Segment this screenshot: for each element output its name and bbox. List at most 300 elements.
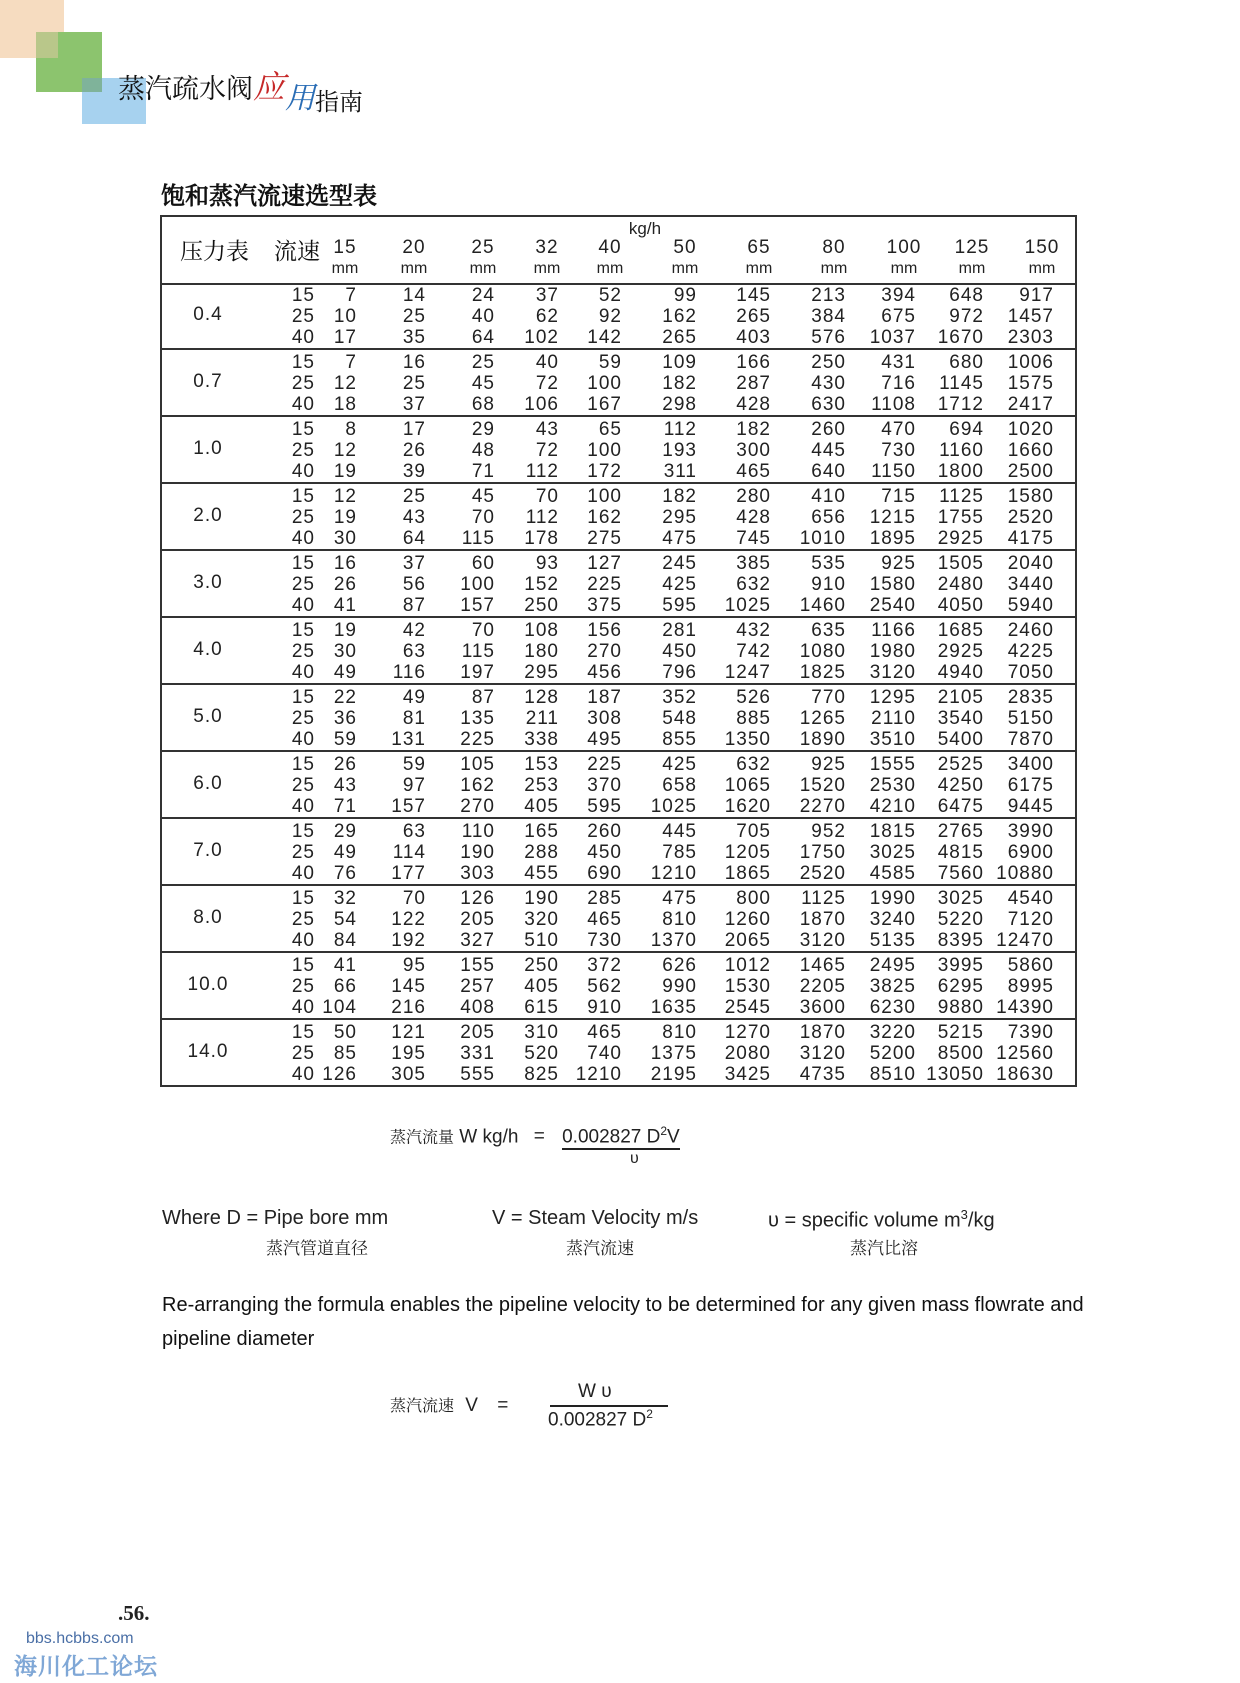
flow-cell: 12 (333, 440, 357, 461)
flow-cell: 260 (587, 821, 622, 842)
flow-cell: 6900 (1007, 842, 1054, 863)
flow-cell: 475 (662, 528, 697, 549)
flow-cell: 102 (524, 327, 559, 348)
flow-cell: 5215 (937, 1022, 984, 1043)
pressure-group (162, 685, 1075, 752)
header-title-accent-2: 用 (285, 81, 316, 116)
flow-cell: 2540 (869, 595, 916, 616)
flow-cell: 24 (471, 285, 495, 306)
where-u-tail: /kg (967, 1209, 995, 1232)
flow-cell: 36 (333, 708, 357, 729)
table-row (162, 909, 1075, 930)
flow-cell: 100 (587, 373, 622, 394)
flow-cell: 495 (587, 729, 622, 750)
flow-cell: 128 (524, 687, 559, 708)
flow-cell: 3440 (1007, 574, 1054, 595)
table-row (162, 373, 1075, 394)
size-value: 150 (1024, 237, 1060, 258)
table-row (162, 285, 1075, 306)
flow-cell: 1145 (939, 373, 984, 394)
flow-cell: 2835 (1007, 687, 1054, 708)
flow-cell: 205 (460, 909, 495, 930)
flow-cell: 166 (736, 352, 771, 373)
flow-cell: 167 (587, 394, 622, 415)
flow-cell: 910 (587, 997, 622, 1018)
flow-cell: 37 (535, 285, 559, 306)
flow-cell: 425 (662, 574, 697, 595)
flow-cell: 216 (391, 997, 426, 1018)
flow-cell: 303 (460, 863, 495, 884)
flow-cell: 656 (811, 507, 846, 528)
flow-cell: 1295 (869, 687, 916, 708)
pressure-group (162, 283, 1075, 350)
flow-cell: 1205 (724, 842, 771, 863)
flow-cell: 265 (736, 306, 771, 327)
flow-cell: 2105 (937, 687, 984, 708)
flow-cell: 122 (391, 909, 426, 930)
flow-cell: 372 (587, 955, 622, 976)
flow-cell: 455 (524, 863, 559, 884)
velocity-cell: 25 (291, 842, 315, 863)
pressure-group (162, 417, 1075, 484)
flow-cell: 810 (662, 909, 697, 930)
flow-cell: 2205 (799, 976, 846, 997)
flow-cell: 730 (587, 930, 622, 951)
flow-cell: 12 (333, 373, 357, 394)
flow-cell: 45 (471, 486, 495, 507)
flow-cell: 35 (402, 327, 426, 348)
flow-cell: 1755 (937, 507, 984, 528)
flow-cell: 548 (662, 708, 697, 729)
pressure-value: 5.0 (193, 706, 223, 727)
flow-cell: 59 (598, 352, 622, 373)
flow-cell: 626 (662, 955, 697, 976)
table-row (162, 1064, 1075, 1085)
size-column-header (874, 237, 934, 279)
flow-cell: 26 (333, 754, 357, 775)
flow-formula-numerator-sup: 2 (660, 1124, 668, 1138)
velocity-cell: 15 (291, 486, 315, 507)
flow-cell: 112 (663, 419, 697, 440)
corner-decoration-overlap-2 (82, 78, 102, 92)
flow-cell: 331 (460, 1043, 495, 1064)
flow-cell: 30 (333, 641, 357, 662)
flow-cell: 153 (524, 754, 559, 775)
size-value: 80 (822, 237, 846, 258)
velocity-cell: 15 (291, 285, 315, 306)
flow-cell: 428 (736, 394, 771, 415)
flow-cell: 14390 (996, 997, 1054, 1018)
table-title: 饱和蒸汽流速选型表 (161, 181, 377, 210)
flow-cell: 990 (662, 976, 697, 997)
pressure-group (162, 752, 1075, 819)
flow-cell: 1520 (799, 775, 846, 796)
flow-cell: 3825 (869, 976, 916, 997)
flow-cell: 300 (736, 440, 771, 461)
flow-cell: 375 (587, 595, 622, 616)
flow-cell: 155 (460, 955, 495, 976)
flow-cell: 193 (662, 440, 697, 461)
flow-cell: 2303 (1007, 327, 1054, 348)
flow-cell: 182 (736, 419, 771, 440)
flow-cell: 1990 (869, 888, 916, 909)
flow-formula-label-cjk: 蒸汽流量 (390, 1127, 455, 1147)
flow-cell: 1460 (799, 595, 846, 616)
flow-cell: 49 (402, 687, 426, 708)
flow-cell: 257 (460, 976, 495, 997)
pressure-value: 3.0 (193, 572, 223, 593)
flow-cell: 2925 (937, 641, 984, 662)
flow-cell: 2545 (724, 997, 771, 1018)
velocity-cell: 25 (291, 440, 315, 461)
size-column-header (655, 237, 715, 279)
flow-cell: 465 (736, 461, 771, 482)
pressure-group (162, 1020, 1075, 1087)
flow-cell: 135 (460, 708, 495, 729)
flow-cell: 305 (391, 1064, 426, 1085)
flow-cell: 127 (587, 553, 622, 574)
flow-cell: 6475 (937, 796, 984, 817)
size-column-header (580, 237, 640, 279)
flow-cell: 152 (524, 574, 559, 595)
flow-cell: 4210 (869, 796, 916, 817)
flow-cell: 785 (662, 842, 697, 863)
pressure-value: 8.0 (193, 907, 223, 928)
flow-cell: 1457 (1007, 306, 1054, 327)
flow-cell: 62 (535, 306, 559, 327)
pressure-group (162, 618, 1075, 685)
flow-cell: 145 (391, 976, 426, 997)
flow-cell: 157 (391, 796, 426, 817)
flow-cell: 12560 (996, 1043, 1054, 1064)
size-column-header (453, 237, 513, 279)
flow-cell: 855 (662, 729, 697, 750)
flow-cell: 7390 (1007, 1022, 1054, 1043)
flow-cell: 630 (811, 394, 846, 415)
flow-cell: 1870 (799, 1022, 846, 1043)
velocity-cell: 40 (291, 997, 315, 1018)
flow-cell: 1125 (801, 888, 846, 909)
flow-cell: 640 (811, 461, 846, 482)
flow-cell: 100 (460, 574, 495, 595)
table-row (162, 821, 1075, 842)
flow-cell: 576 (811, 327, 846, 348)
flow-cell: 17 (333, 327, 357, 348)
flow-cell: 1580 (1007, 486, 1054, 507)
flow-cell: 71 (333, 796, 357, 817)
flow-cell: 64 (402, 528, 426, 549)
flow-cell: 1580 (869, 574, 916, 595)
flow-cell: 2040 (1007, 553, 1054, 574)
header-title-tail: 指南 (315, 88, 364, 116)
velocity-cell: 40 (291, 595, 315, 616)
flow-cell: 18 (333, 394, 357, 415)
flow-cell: 1375 (650, 1043, 697, 1064)
flow-cell: 156 (587, 620, 622, 641)
flow-cell: 925 (881, 553, 916, 574)
pressure-group (162, 350, 1075, 417)
size-column-header (729, 237, 789, 279)
flow-cell: 425 (662, 754, 697, 775)
flow-cell: 225 (460, 729, 495, 750)
flow-cell: 25 (402, 486, 426, 507)
flow-cell: 405 (524, 976, 559, 997)
flow-cell: 4540 (1007, 888, 1054, 909)
flow-cell: 1160 (939, 440, 984, 461)
pressure-group (162, 819, 1075, 886)
flow-cell: 4585 (869, 863, 916, 884)
flow-cell: 632 (736, 754, 771, 775)
velocity-cell: 15 (291, 687, 315, 708)
pressure-group (162, 551, 1075, 618)
table-row (162, 486, 1075, 507)
velocity-formula-denominator (548, 1407, 653, 1431)
flow-cell: 430 (811, 373, 846, 394)
flow-cell: 18630 (996, 1064, 1054, 1085)
flow-cell: 260 (811, 419, 846, 440)
flow-cell: 1505 (937, 553, 984, 574)
flow-cell: 40 (535, 352, 559, 373)
unit-label: kg/h (628, 219, 662, 238)
where-u-sup: 3 (960, 1207, 968, 1222)
size-column-header (1012, 237, 1072, 279)
size-value: 100 (886, 237, 922, 258)
flow-cell: 87 (471, 687, 495, 708)
table-header (162, 217, 1075, 285)
flow-cell: 10 (333, 306, 357, 327)
flow-cell: 1350 (724, 729, 771, 750)
size-column-header (804, 237, 864, 279)
flow-cell: 2530 (869, 775, 916, 796)
flow-cell: 281 (662, 620, 697, 641)
flow-cell: 470 (881, 419, 916, 440)
flow-cell: 16 (333, 553, 357, 574)
flow-cell: 298 (662, 394, 697, 415)
table-row (162, 553, 1075, 574)
rearrange-paragraph: Re-arranging the formula enables the pipeline velocity to be determined for any given mass flowrate and pipeline diameter (162, 1294, 1084, 1350)
size-value: 40 (598, 237, 622, 258)
table-row (162, 687, 1075, 708)
velocity-cell: 15 (291, 1022, 315, 1043)
flow-cell: 1575 (1007, 373, 1054, 394)
flow-cell: 95 (402, 955, 426, 976)
flow-cell: 615 (524, 997, 559, 1018)
flow-cell: 72 (535, 373, 559, 394)
velocity-cell: 25 (291, 976, 315, 997)
flow-cell: 145 (736, 285, 771, 306)
flow-cell: 796 (662, 662, 697, 683)
flow-cell: 3400 (1007, 754, 1054, 775)
flow-cell: 29 (333, 821, 357, 842)
flow-cell: 253 (524, 775, 559, 796)
flow-cell: 5940 (1007, 595, 1054, 616)
flow-cell: 70 (535, 486, 559, 507)
flow-cell: 825 (524, 1064, 559, 1085)
flow-cell: 84 (333, 930, 357, 951)
flow-cell: 25 (402, 373, 426, 394)
table-row (162, 930, 1075, 951)
flow-cell: 1166 (871, 620, 916, 641)
flow-cell: 1260 (724, 909, 771, 930)
pressure-value: 14.0 (187, 1041, 229, 1062)
size-unit: mm (745, 260, 773, 277)
flow-cell: 632 (736, 574, 771, 595)
flow-cell: 4940 (937, 662, 984, 683)
flow-cell: 30 (333, 528, 357, 549)
flow-cell: 19 (333, 461, 357, 482)
page-header (118, 62, 364, 116)
flow-cell: 6175 (1007, 775, 1054, 796)
flow-cell: 12470 (996, 930, 1054, 951)
flow-cell: 165 (524, 821, 559, 842)
flow-cell: 352 (662, 687, 697, 708)
velocity-cell: 40 (291, 394, 315, 415)
pressure-group (162, 886, 1075, 953)
flow-cell: 3510 (869, 729, 916, 750)
flow-cell: 85 (333, 1043, 357, 1064)
velocity-cell: 40 (291, 1064, 315, 1085)
flow-cell: 917 (1019, 285, 1054, 306)
flow-cell: 2270 (799, 796, 846, 817)
flow-cell: 110 (461, 821, 495, 842)
flow-cell: 225 (587, 574, 622, 595)
velocity-cell: 25 (291, 909, 315, 930)
flow-cell: 68 (471, 394, 495, 415)
table-row (162, 708, 1075, 729)
flow-cell: 475 (662, 888, 697, 909)
table-row (162, 729, 1075, 750)
flow-cell: 925 (811, 754, 846, 775)
flow-cell: 1825 (799, 662, 846, 683)
flow-cell: 26 (402, 440, 426, 461)
size-unit: mm (469, 260, 497, 277)
watermark-name: 海川化工论坛 (14, 1654, 158, 1680)
flow-cell: 3600 (799, 997, 846, 1018)
size-unit: mm (820, 260, 848, 277)
flow-cell: 7560 (937, 863, 984, 884)
flow-cell: 52 (598, 285, 622, 306)
flow-cell: 384 (811, 306, 846, 327)
flow-cell: 41 (333, 955, 357, 976)
velocity-cell: 15 (291, 888, 315, 909)
pressure-value: 4.0 (193, 639, 223, 660)
pressure-value: 2.0 (193, 505, 223, 526)
flow-cell: 9880 (937, 997, 984, 1018)
flow-cell: 320 (524, 909, 559, 930)
flow-cell: 162 (662, 306, 697, 327)
flow-cell: 8510 (869, 1064, 916, 1085)
size-value: 125 (954, 237, 990, 258)
flow-cell: 7 (345, 285, 357, 306)
flow-cell: 1012 (724, 955, 771, 976)
flow-cell: 195 (391, 1043, 426, 1064)
flow-cell: 1465 (799, 955, 846, 976)
table-row (162, 507, 1075, 528)
flow-cell: 635 (811, 620, 846, 641)
flow-cell: 8500 (937, 1043, 984, 1064)
size-column-header (942, 237, 1002, 279)
watermark-url: bbs.hcbbs.com (26, 1630, 134, 1647)
flow-cell: 1870 (799, 909, 846, 930)
size-column-header (384, 237, 444, 279)
flow-cell: 1800 (937, 461, 984, 482)
flow-cell: 5220 (937, 909, 984, 930)
flow-cell: 190 (524, 888, 559, 909)
velocity-formula-numerator: W υ (578, 1381, 612, 1402)
where-v-cjk: 蒸汽流速 (566, 1239, 634, 1259)
size-value: 25 (471, 237, 495, 258)
flow-cell: 10880 (996, 863, 1054, 884)
velocity-formula (390, 1381, 653, 1431)
flow-formula-equals: = (533, 1126, 545, 1148)
flow-cell: 295 (524, 662, 559, 683)
flow-cell: 115 (461, 641, 495, 662)
flow-cell: 157 (460, 595, 495, 616)
flow-cell: 405 (524, 796, 559, 817)
flow-cell: 450 (587, 842, 622, 863)
flow-cell: 952 (811, 821, 846, 842)
flow-cell: 108 (524, 620, 559, 641)
flow-cell: 131 (391, 729, 426, 750)
flow-cell: 5860 (1007, 955, 1054, 976)
flow-cell: 70 (471, 620, 495, 641)
flow-formula-label: W kg/h (459, 1126, 519, 1148)
flow-cell: 211 (525, 708, 559, 729)
pressure-value: 0.4 (193, 304, 223, 325)
corner-decoration-overlap (36, 32, 58, 58)
flow-cell: 3995 (937, 955, 984, 976)
flow-cell: 5200 (869, 1043, 916, 1064)
flow-cell: 410 (811, 486, 846, 507)
flow-cell: 177 (391, 863, 426, 884)
flow-cell: 270 (587, 641, 622, 662)
flow-cell: 42 (402, 620, 426, 641)
flow-cell: 112 (525, 507, 559, 528)
size-unit: mm (331, 260, 359, 277)
flow-cell: 1210 (575, 1064, 622, 1085)
table-row (162, 595, 1075, 616)
flow-cell: 1210 (650, 863, 697, 884)
flow-cell: 60 (471, 553, 495, 574)
flow-cell: 40 (471, 306, 495, 327)
velocity-cell: 15 (291, 754, 315, 775)
flow-cell: 2765 (937, 821, 984, 842)
flow-cell: 6295 (937, 976, 984, 997)
table-row (162, 419, 1075, 440)
pressure-value: 1.0 (193, 438, 223, 459)
flow-cell: 65 (598, 419, 622, 440)
flow-cell: 142 (587, 327, 622, 348)
flow-cell: 25 (471, 352, 495, 373)
flow-cell: 26 (333, 574, 357, 595)
flow-cell: 1037 (869, 327, 916, 348)
flow-cell: 730 (881, 440, 916, 461)
flow-cell: 8995 (1007, 976, 1054, 997)
flow-cell: 76 (333, 863, 357, 884)
flow-cell: 658 (662, 775, 697, 796)
flow-cell: 385 (736, 553, 771, 574)
velocity-cell: 40 (291, 528, 315, 549)
flow-cell: 3240 (869, 909, 916, 930)
size-unit: mm (533, 260, 561, 277)
flow-formula-numerator-tail: V (667, 1126, 680, 1148)
flow-cell: 370 (587, 775, 622, 796)
flow-cell: 7 (345, 352, 357, 373)
flow-cell: 1865 (724, 863, 771, 884)
size-unit: mm (400, 260, 428, 277)
flow-cell: 19 (333, 620, 357, 641)
flow-cell: 280 (736, 486, 771, 507)
